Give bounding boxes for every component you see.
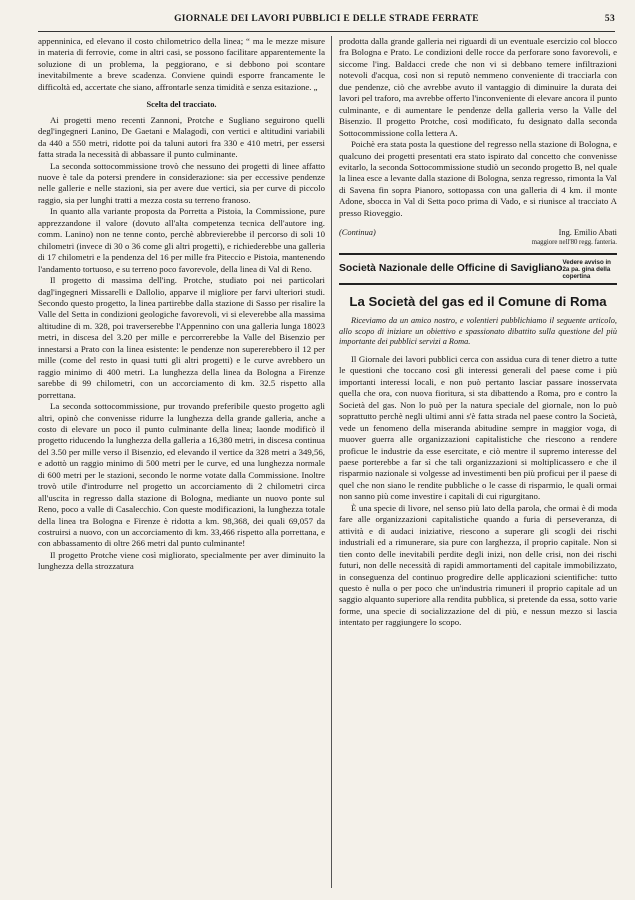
continua-note: (Continua) bbox=[339, 228, 376, 238]
header-rule bbox=[38, 31, 615, 32]
paragraph: Ai progetti meno recenti Zannoni, Protche e Sugliano seguirono quelli degl'ingegneri Lanino, De Gaetani e Malagodi, con vertici e altitudini variabili da 440 a 550 metri, ridotte poi da taluni autori fra 330 e 410 metri, per essersi fatta strada la necessità di abbassare il punto culminante. bbox=[38, 114, 325, 160]
paragraph: appenninica, ed elevano il costo chilometrico della linea; “ ma le mezze misure in materia di ferrovie, come in altri casi, se possono facilitare apparentemente la soluzione di un problema, la peggiorano, e si debbono poi scontare inevitabilmente a breve scadenza. Conviene quindi esporre francamente le difficoltà ed, accertate che siano, affrontarle senza timidità e senza esitazione. „ bbox=[38, 36, 325, 92]
column-divider bbox=[331, 36, 332, 888]
author-signature: Ing. Emilio Abati bbox=[558, 228, 617, 238]
society-note: Vedere avviso in 2a pa. gina della copertina bbox=[562, 258, 611, 280]
paragraph: La seconda sottocommissione, pur trovando preferibile questo progetto agli altri, opinò che convenisse ridurre la lunghezza della grande galleria, anche a costo di elevare un poco il punto culminante della linea; laonde modificò il progetto riducendo la lunghezza della galleria a 16,380 metri, in discesa continua del 3.50 per mille verso il Bisenzio, ed elevando il vertice da 328 metri a 349,56, e adottò un raggio minimo di 500 metri per le curve, ed una lunghezza normale di 600 metri per le stazioni, secondo le norme votate dalla Commissione. Inoltre trovò utile d'introdurre nel progetto un accorciamento di 2 chilometri circa all'uscita in regresso dalla stazione di Bologna, mediante un nuovo ponte sul Reno, poco a valle di Casalecchio. Con queste modificazioni, la lunghezza totale della linea tra Bologna e Firenze è ridotta a km. 98,368, dei quali 69,057 da costruirsi a nuovo, con un accorciamento di km. 33,466 rispetto alla porrettana, e con abbassamento di oltre 266 metri dal punto culminante! bbox=[38, 401, 325, 549]
section-title: Scelta del tracciato. bbox=[146, 100, 217, 110]
signature-block bbox=[339, 227, 617, 246]
journal-title: GIORNALE DEI LAVORI PUBBLICI E DELLE STRADE FERRATE bbox=[174, 14, 479, 24]
right-column bbox=[339, 36, 617, 629]
article-title: La Società del gas ed il Comune di Roma bbox=[349, 293, 607, 309]
author-role: maggiore nell'80 regg. fanteria. bbox=[531, 238, 617, 246]
paragraph: In quanto alla variante proposta da Porretta a Pistoia, la Commissione, pure apprezzandone il valore (dovuto all'alta competenza tecnica dell'autore ing. comm. Lanino) non ne tenne conto, perchè abbrevierebbe il percorso di soli 10 chilometri (invece di 30 o 36 come gli altri progetti), e richiederebbe una galleria di 17 chilometri e la pendenza del 16 per mille fra Piteccio e Pistoia, mantenendo l'andamento tortuoso, e su terreno poco favorevole, della linea di Val di Reno. bbox=[38, 206, 325, 274]
paragraph: Il progetto di massima dell'ing. Protche, studiato poi nei particolari dagl'ingegneri Missarelli e Dallolio, apparve il migliore per farvi ulteriori studi. Secondo questo progetto, la linea partirebbe dalla stazione di Sasso per risalire la Valle del Setta in condizioni geologiche favorevoli, vi si eleverebbe alla massima altitudine di m. 328, poi traverserebbe l'Appennino con una galleria lunga 18023 metri, in discesa del 3.20 per mille e percorrerebbe la Valle del Bisenzio per innestarsi a Prato con la linea esistente: le pendenze non supererebbero il 12 per mille (come del resto in quasi tutti gli altri progetti) e le curve avrebbero un raggio minimo di 400 metri. La lunghezza della linea da Bologna a Firenze sarebbe di 99 chilometri, con un accorciamento di km. 32.5 rispetto alla porrettana. bbox=[38, 275, 325, 400]
society-name: Società Nazionale delle Officine di Savigliano bbox=[339, 263, 563, 275]
paragraph: Poichè era stata posta la questione del regresso nella stazione di Bologna, e qualcuno dei progetti presentati era stato ispirato dal concetto che convenisse evitarlo, la seconda Sottocommissione studiò un secondo progetto B, nel quale la linea esce a levante dalla stazione di Bologna, senza regresso, rimonta la Val di Savena fin sopra Pianoro, sottopassa con una galleria di 4 km. il monte Adone, sbocca in Val di Setta poco prima di Vado, e si riunisce al tracciato A presso Rioveggio. bbox=[339, 139, 617, 218]
paragraph: prodotta dalla grande galleria nei riguardi di un eventuale esercizio col blocco fra Bologna e Prato. Le condizioni delle rocce da perforare sono favorevoli, e siccome l'ing. Baldacci crede che non vi si debbano temere infiltrazioni notevoli d'acqua, così non si reputò nemmeno conveniente di tracciarla con due pendenze, ciò che avrebbe avuto il vantaggio di diminuire la durata dei lavori pel traforo, ma avrebbe offerto l'inconveniente di elevare ancora il punto culminante, e di aumentare le pendenze della galleria verso la Valle del Bisenzio. Il progetto Protche, così modificato, fu designato dalla seconda Sottocommissione colla lettera A. bbox=[339, 36, 617, 138]
paragraph: Il Giornale dei lavori pubblici cerca con assidua cura di tener dietro a tutte le questioni che toccano così gli interessi generali del paese come i più importanti interessi locali, e non può pertanto lasciar passare inosservata quella che ora, con nuova fioritura, si sta dibattendo a Roma, pro e contro la Società del gas. Non lo può per la natura speciale del giornale, non lo può soprattutto perchè negli ultimi anni s'è fatta strada nel paese contro la Società, vede un fenomeno della miseranda abitudine sempre in maggior voga, di muover guerra alle organizzazioni capitalistiche che riescono a rendere proficue le industrie da esse esercitate, e ciò mentre il supremo interesse del paese porterebbe a far sì che tali organizzazioni si moltiplicassero e che il risparmio nazionale si volgesse ad investimenti ben più proficui per il paese di quel che non siano le rendite pubbliche o le casse di risparmio, le quali ormai non sanno più come investire i capitali di cui rigurgitano. bbox=[339, 353, 617, 502]
article-intro: Riceviamo da un amico nostro, e volentieri pubblichiamo il seguente articolo, allo scopo di iniziare un obiettivo e spassionato dibattito sulla questione del più importante dei pubblici servizi a Roma. bbox=[339, 316, 617, 347]
paragraph: Il progetto Protche viene così migliorato, specialmente per aver diminuito la lunghezza della strozzatura bbox=[38, 549, 325, 572]
paragraph: La seconda sottocommissione trovò che nessuno dei progetti di linee affatto nuove è tale da potersi prendere in considerazione: sia per eccessive pendenze nelle gallerie e nelle stazioni, sia per avere due vertici, sia per curve di piccolo raggio, sia per lunghi tratti a mezza costa su terreno franoso. bbox=[38, 160, 325, 205]
paragraph: È una specie di livore, nel senso più lato della parola, che ormai è di moda fare alle organizzazioni capitalistiche quando a furia di perseveranza, di attività e di audaci iniziative, riescono a superare gli scogli dei rischi industriali ed a rimunerare, sia pure con larghezza, il proprio capitale. Non si tien conto delle inevitabili perdite degli inizi, non delle crisi, non dei rischi futuri, non delle necessità di rapidi ammortamenti del capitale immobilizzato, in conseguenza del continuo progredire delle applicazioni scientifiche: tutto questo è nulla o per poco che un'industria rimuneri il proprio capitale ad un saggio alquanto superiore alla rendita pubblica, si pretende da essa, sotto varie forme, una specie di socializzazione del di più, e nessun mezzo si lascia intentato per raggiungere lo scopo. bbox=[339, 502, 617, 628]
running-header bbox=[38, 14, 615, 28]
page-number: 53 bbox=[604, 14, 615, 24]
advertisement-banner bbox=[339, 253, 617, 285]
left-column bbox=[38, 36, 325, 573]
